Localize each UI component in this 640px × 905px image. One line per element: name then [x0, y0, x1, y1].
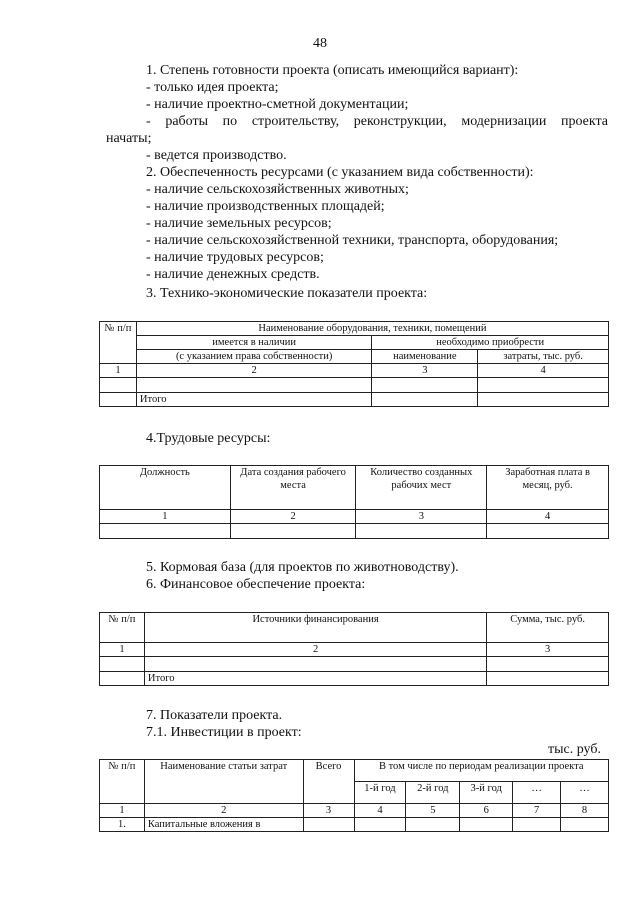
- period-col-2: 2-й год: [406, 782, 460, 804]
- table-cell: [372, 393, 478, 407]
- finance-table: [99, 612, 609, 686]
- position-header: Должность: [100, 466, 231, 510]
- table-row: [100, 524, 609, 539]
- table-cell: [478, 378, 609, 393]
- period-col-1: 1-й год: [354, 782, 406, 804]
- table-cell: [100, 657, 145, 672]
- table-cell: [487, 672, 609, 686]
- unit-label: тыс. руб.: [548, 742, 601, 757]
- table-cell: [406, 818, 460, 832]
- table-cell: [460, 818, 513, 832]
- equipment-table: [99, 321, 609, 407]
- table-cell: [356, 524, 487, 539]
- indicators-heading: 7. Показатели проекта.: [146, 708, 283, 723]
- item-money: - наличие денежных средств.: [146, 267, 320, 282]
- table-cell: [487, 524, 609, 539]
- item-tech-econ-heading: 3. Технико-экономические показатели проекта:: [146, 286, 428, 301]
- equipment-title-header: Наименование оборудования, техники, помещений: [136, 322, 608, 336]
- table-row: [100, 643, 609, 657]
- table-row: [100, 378, 609, 393]
- num-header: № п/п: [100, 613, 145, 643]
- num-header: № п/п: [100, 760, 145, 804]
- finance-heading: 6. Финансовое обеспечение проекта:: [146, 577, 366, 592]
- item-machinery: - наличие сельскохозяйственной техники, транспорта, оборудования;: [146, 233, 559, 248]
- table-cell: 6: [460, 804, 513, 818]
- table-row: [100, 818, 609, 832]
- item-idea-only: - только идея проекта;: [146, 80, 279, 95]
- item-production-areas: - наличие производственных площадей;: [146, 199, 385, 214]
- table-cell: [136, 378, 371, 393]
- jobs-count-header: Количество созданных рабочих мест: [356, 466, 487, 510]
- page-number: 48: [313, 36, 327, 51]
- table-row: [100, 657, 609, 672]
- labor-heading: 4.Трудовые ресурсы:: [146, 431, 271, 446]
- capital-investments-label: Капитальные вложения в: [144, 818, 303, 832]
- item-animals: - наличие сельскохозяйственных животных;: [146, 182, 409, 197]
- sources-header: Источники финансирования: [144, 613, 486, 643]
- table-cell: 7: [513, 804, 561, 818]
- labor-table: [99, 465, 609, 539]
- feed-heading: 5. Кормовая база (для проектов по животноводству).: [146, 560, 459, 575]
- table-cell: [303, 818, 354, 832]
- table-cell: [100, 393, 137, 407]
- table-cell: 1.: [100, 818, 145, 832]
- table-cell: 4: [354, 804, 406, 818]
- investments-table: [99, 759, 609, 832]
- table-cell: 1: [100, 510, 231, 524]
- table-cell: 1: [100, 643, 145, 657]
- item-construction-works-cont: начаты;: [106, 131, 152, 146]
- sum-header: Сумма, тыс. руб.: [487, 613, 609, 643]
- table-cell: [561, 818, 609, 832]
- period-col-4: …: [513, 782, 561, 804]
- periods-header: В том числе по периодам реализации проекта: [354, 760, 609, 782]
- total-label: Итого: [144, 672, 486, 686]
- item-resources-heading: 2. Обеспеченность ресурсами (с указанием вида собственности):: [146, 165, 534, 180]
- total-header: Всего: [303, 760, 354, 804]
- table-cell: 4: [478, 364, 609, 378]
- table-cell: 2: [144, 643, 486, 657]
- table-cell: [230, 524, 356, 539]
- table-cell: 3: [487, 643, 609, 657]
- to-acquire-header: необходимо приобрести: [372, 336, 609, 350]
- job-date-header: Дата создания рабочего места: [230, 466, 356, 510]
- table-cell: 3: [356, 510, 487, 524]
- table-cell: 5: [406, 804, 460, 818]
- num-header: № п/п: [100, 322, 137, 364]
- cost-item-header: Наименование статьи затрат: [144, 760, 303, 804]
- table-cell: [487, 657, 609, 672]
- table-cell: [100, 524, 231, 539]
- table-cell: [100, 378, 137, 393]
- item-construction-works: - работы по строительству, реконструкции, модернизации проекта: [146, 114, 608, 129]
- table-row: [100, 364, 609, 378]
- item-readiness-heading: 1. Степень готовности проекта (описать имеющийся вариант):: [146, 63, 519, 78]
- table-row: [100, 804, 609, 818]
- table-cell: 2: [230, 510, 356, 524]
- table-cell: 3: [303, 804, 354, 818]
- total-label: Итого: [136, 393, 371, 407]
- table-cell: [478, 393, 609, 407]
- item-production: - ведется производство.: [146, 148, 287, 163]
- table-cell: 2: [144, 804, 303, 818]
- period-col-5: …: [561, 782, 609, 804]
- table-cell: 1: [100, 364, 137, 378]
- table-cell: [144, 657, 486, 672]
- table-row: [100, 672, 609, 686]
- table-cell: 3: [372, 364, 478, 378]
- item-land: - наличие земельных ресурсов;: [146, 216, 332, 231]
- available-header: имеется в наличии: [136, 336, 371, 350]
- table-cell: 4: [487, 510, 609, 524]
- table-cell: 2: [136, 364, 371, 378]
- cost-header: затраты, тыс. руб.: [478, 350, 609, 364]
- name-header: наименование: [372, 350, 478, 364]
- table-cell: 1: [100, 804, 145, 818]
- table-cell: [100, 672, 145, 686]
- ownership-note-header: (с указанием права собственности): [136, 350, 371, 364]
- table-row: [100, 510, 609, 524]
- item-labor: - наличие трудовых ресурсов;: [146, 250, 324, 265]
- investments-heading: 7.1. Инвестиции в проект:: [146, 725, 302, 740]
- table-cell: [513, 818, 561, 832]
- table-cell: 8: [561, 804, 609, 818]
- table-cell: [372, 378, 478, 393]
- table-cell: [354, 818, 406, 832]
- item-design-docs: - наличие проектно-сметной документации;: [146, 97, 409, 112]
- table-row: [100, 393, 609, 407]
- salary-header: Заработная плата в месяц, руб.: [487, 466, 609, 510]
- period-col-3: 3-й год: [460, 782, 513, 804]
